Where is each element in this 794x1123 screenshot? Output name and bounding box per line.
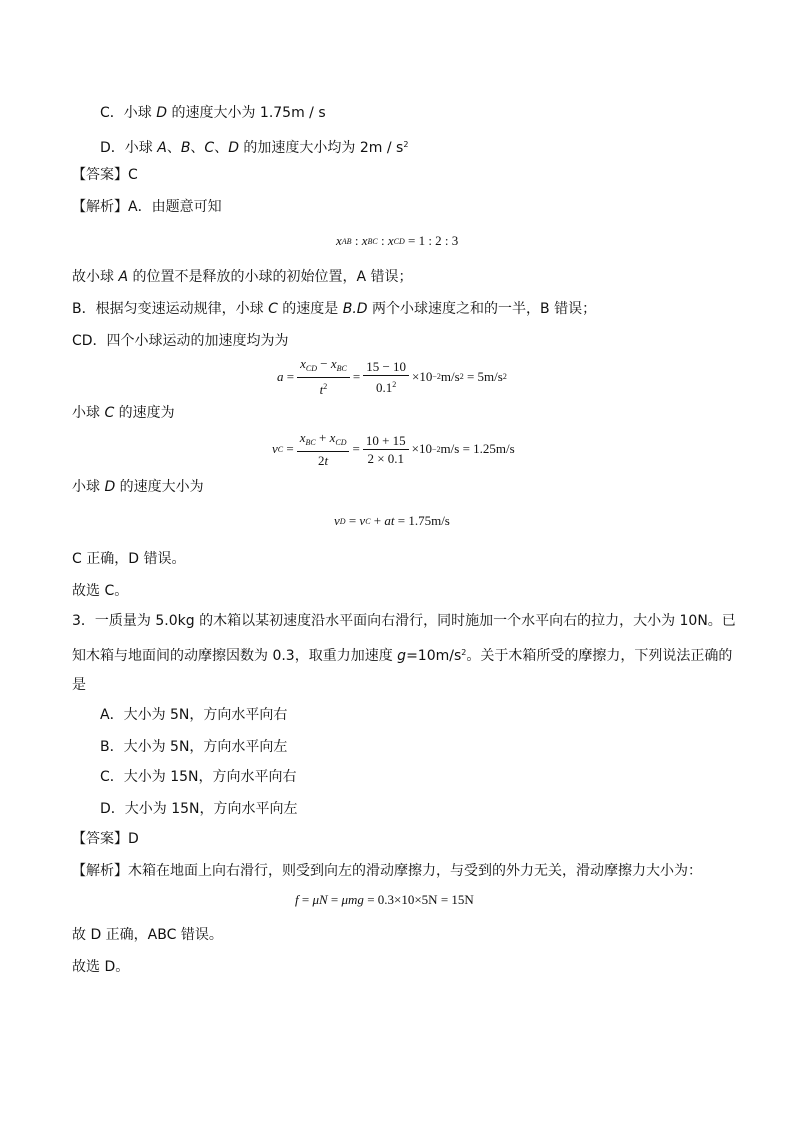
acceleration-equation: a = $\frac{x_{CD} - x_{BC}}{t^2}$ = $\frac{15 - 10}{0.1^2}$ ×10 −2 m/s 2 = 5m/s 2 xyxy=(277,356,507,397)
option-d: D．小球 A、B、C、D 的加速度大小均为 $2m / s^2$ xyxy=(100,140,409,156)
question3-option-a: A．大小为 5N，方向水平向右 xyxy=(100,707,288,723)
vd-equation: v D = v C + at = 1.75m/s xyxy=(334,513,450,528)
question3-option-b: B．大小为 5N，方向水平向左 xyxy=(100,739,288,755)
analysis-line-vc: 小球 C 的速度为 xyxy=(72,405,175,421)
question3-answer: 【答案】D xyxy=(72,831,139,847)
answer-label: 【答案】C xyxy=(72,167,138,183)
analysis-line-a: 故小球 A 的位置不是释放的小球的初始位置，A 错误； xyxy=(72,269,413,285)
question3-conclusion: 故 D 正确，ABC 错误。 xyxy=(72,927,223,943)
analysis-line-cd: CD．四个小球运动的加速度均为为 xyxy=(72,333,289,349)
analysis-intro: 【解析】A．由题意可知 xyxy=(72,199,222,215)
question3-stem-line2: 知木箱与地面间的动摩擦因数为 0.3，取重力加速度 $g=10m/s^2$。关于木箱所受的摩擦力，下列说法正确的 xyxy=(72,648,733,664)
analysis-conclusion: C 正确，D 错误。 xyxy=(72,551,186,567)
question3-analysis: 【解析】木箱在地面上向右滑行，则受到向左的滑动摩擦力，与受到的外力无关，滑动摩擦力大小为： xyxy=(72,863,702,879)
analysis-line-vd: 小球 D 的速度大小为 xyxy=(72,479,204,495)
question3-option-d: D．大小为 15N，方向水平向左 xyxy=(100,801,298,817)
ratio-equation: x AB : x BC : x CD = 1 : 2 : 3 xyxy=(336,233,459,248)
analysis-line-b: B．根据匀变速运动规律，小球 C 的速度是 B.D 两个小球速度之和的一半，B 错误； xyxy=(72,301,597,317)
question3-choice: 故选 D。 xyxy=(72,959,130,975)
vc-equation: v C = $\frac{x_{BC} + x_{CD}}{2t}$ = $\frac{10 + 15}{2 \times 0.1}$ ×10 −2 m/s = 1.25m/s xyxy=(272,430,515,468)
question3-stem-line3: 是 xyxy=(72,677,86,693)
question3-option-c: C．大小为 15N，方向水平向右 xyxy=(100,769,297,785)
choice-line: 故选 C。 xyxy=(72,583,129,599)
option-c: C．小球 D 的速度大小为 1.75m / s xyxy=(100,105,326,121)
friction-equation: f = μN = μmg = 0.3×10×5N = 15N xyxy=(295,892,474,907)
question3-stem-line1: 3．一质量为 5.0kg 的木箱以某初速度沿水平面向右滑行，同时施加一个水平向右的拉力，大小为 10N。已 xyxy=(72,613,736,629)
